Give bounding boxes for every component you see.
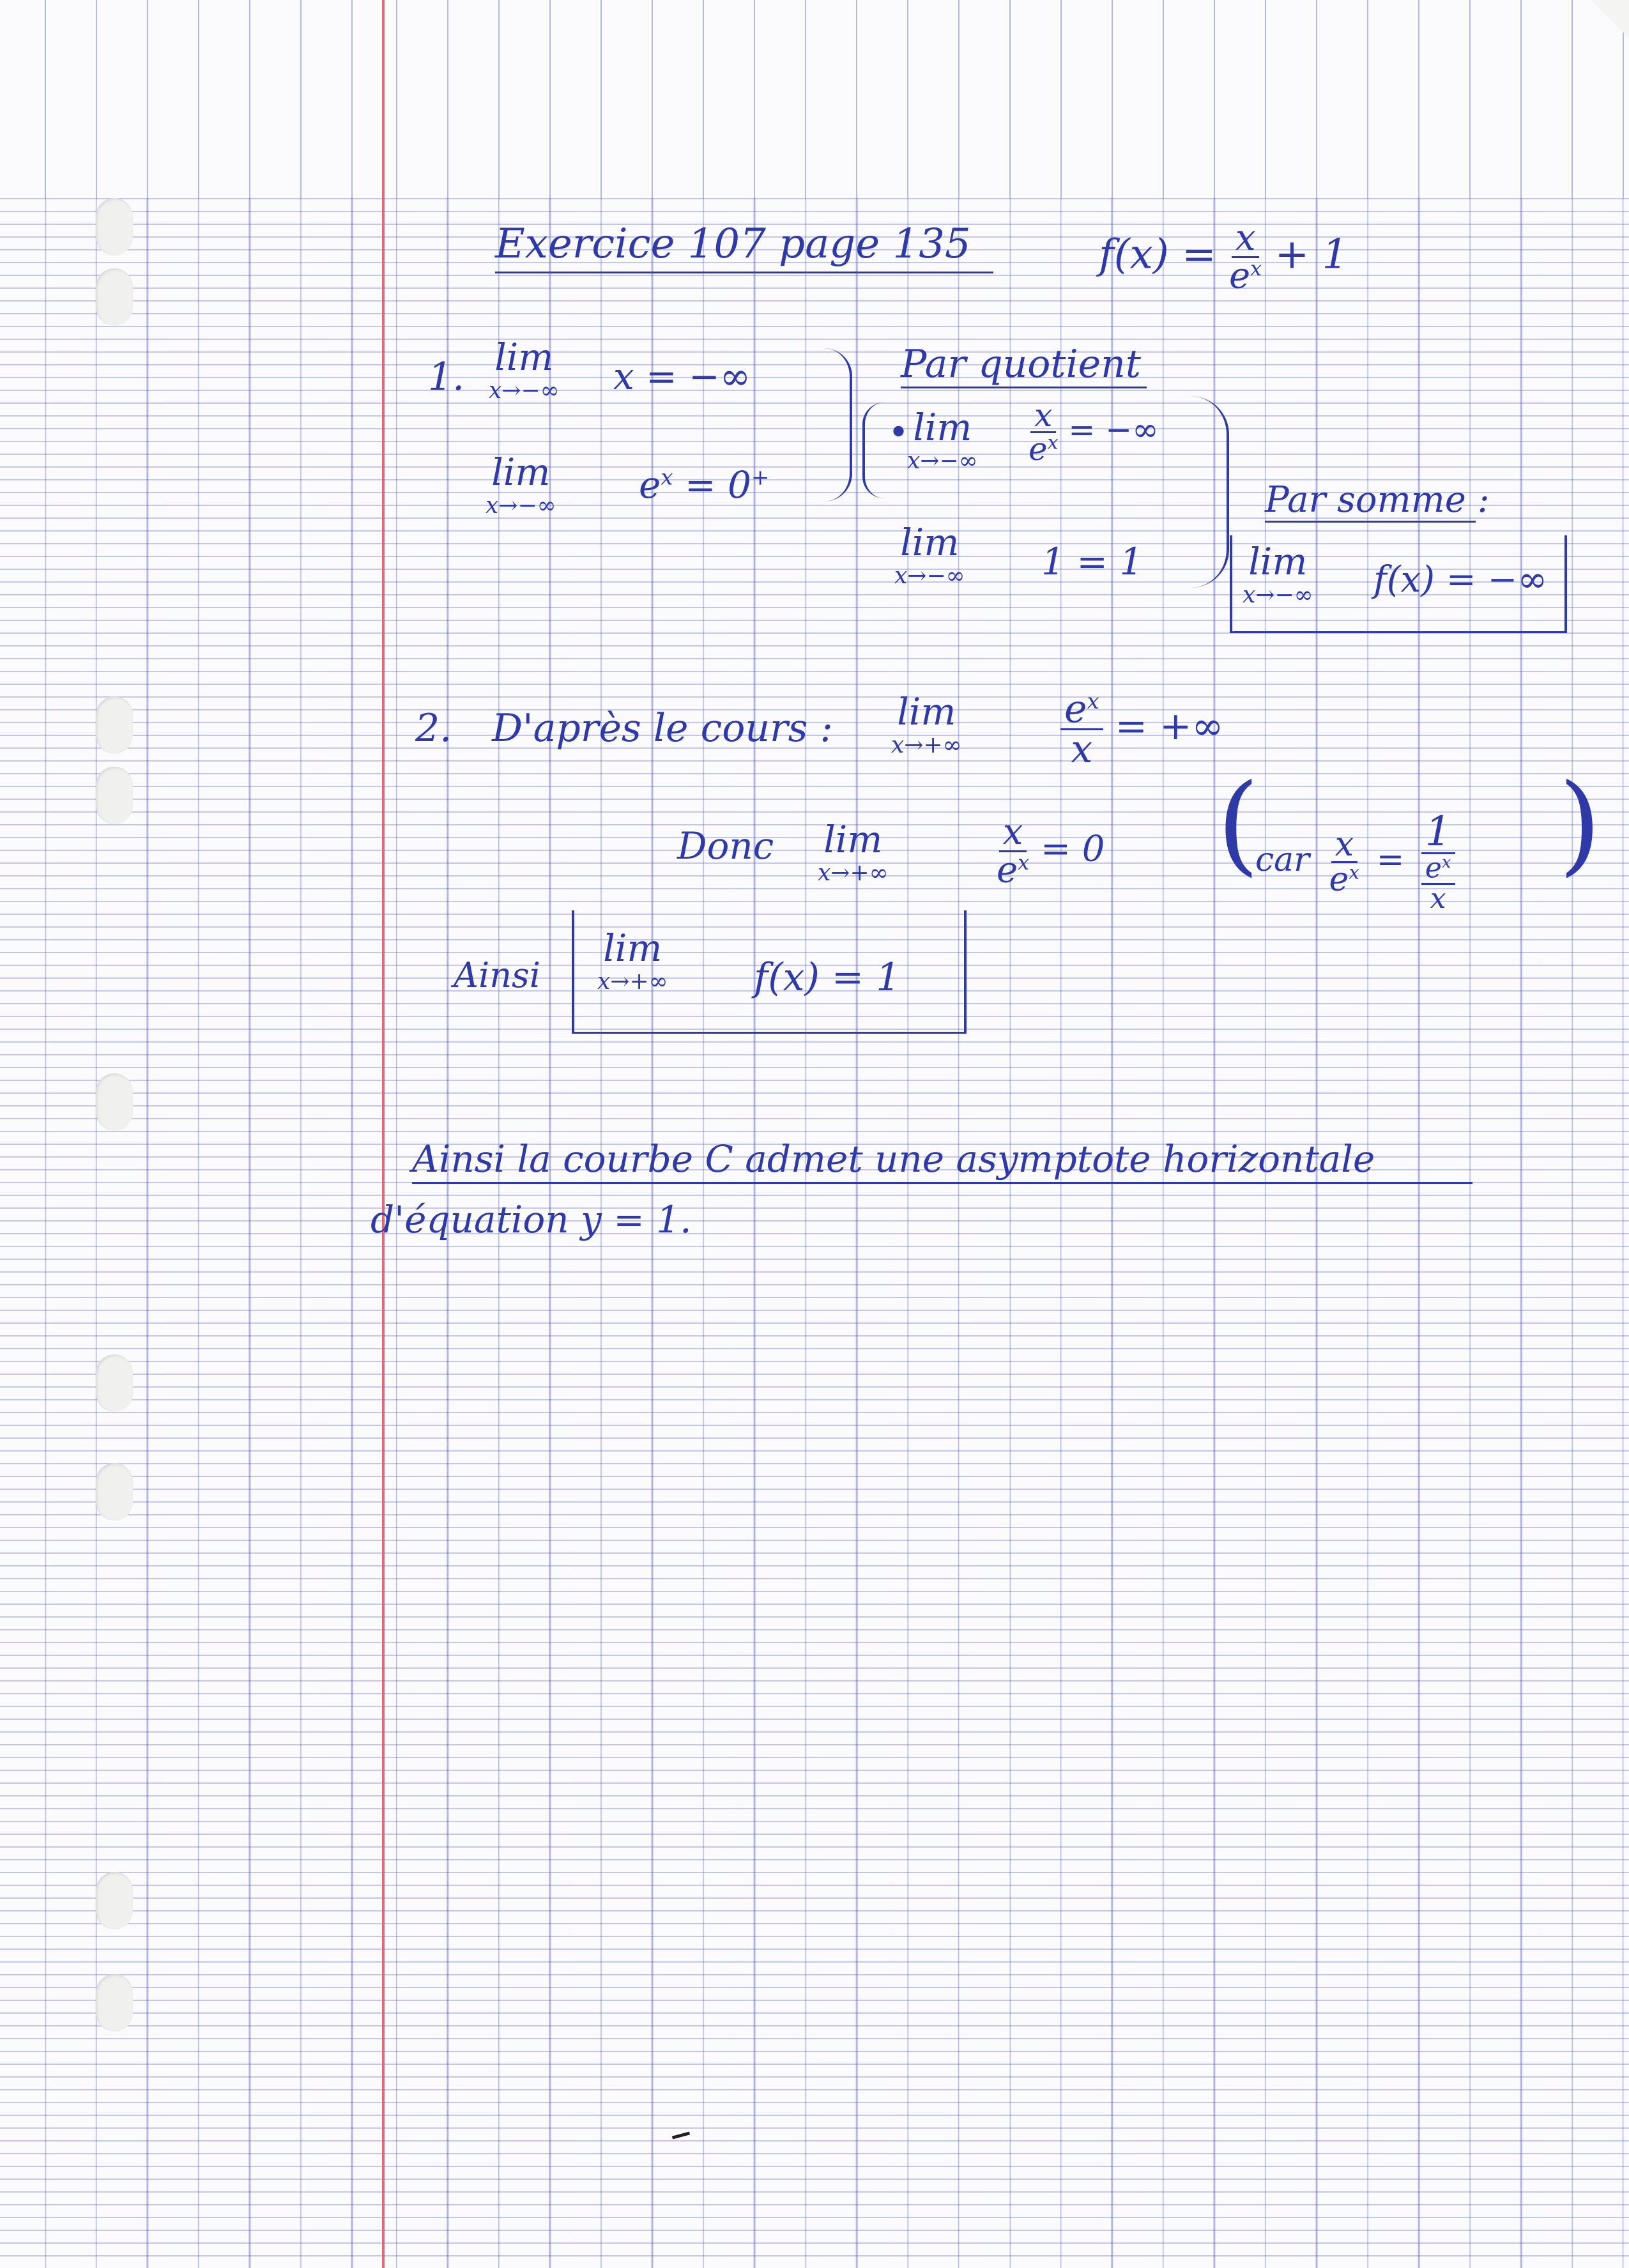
pen-mark — [672, 2131, 690, 2139]
ainsi-label: Ainsi — [454, 955, 541, 995]
somme-underline — [1265, 521, 1476, 523]
binder-hole — [96, 1463, 133, 1521]
q1-lim3-fraction: $\frac{x}{e^x}$ — [1029, 397, 1059, 468]
conclusion-underline — [412, 1182, 1472, 1184]
quotient-label: Par quotient — [901, 342, 1141, 387]
binder-hole — [96, 268, 133, 326]
q1-brace-left — [862, 402, 884, 498]
folded-corner — [1591, 0, 1629, 38]
q1-lim4-expr: 1 = 1 — [1041, 540, 1143, 583]
function-definition — [1099, 217, 1349, 297]
q1-lim1: lim x→−∞ — [489, 335, 560, 404]
q2-lim1-expr: $\frac{e^x}{x}$ = +∞ — [1060, 690, 1223, 769]
binder-hole — [96, 1974, 133, 2032]
page-header-band — [0, 0, 1629, 198]
title-underline — [495, 272, 993, 273]
q1-lim1-expr: x = −∞ — [613, 355, 751, 398]
function-fraction — [1229, 217, 1262, 297]
q1-lim3-expr: $\frac{x}{e^x}$ = −∞ — [1029, 397, 1159, 468]
margin-line — [382, 0, 385, 2268]
q1-lim2-expr: $e^x = 0^+$ — [639, 463, 770, 507]
car-fraction: $\frac{x}{e^x}$ — [1329, 825, 1360, 899]
q2-number: 2. — [415, 706, 452, 751]
function-tail: + 1 — [1274, 231, 1349, 279]
q1-lim2: lim x→−∞ — [486, 450, 556, 519]
q1-lim3: lim x→−∞ — [907, 406, 978, 474]
q2-lim1-fraction: $\frac{e^x}{x}$ — [1060, 690, 1103, 769]
q1-lim3-bullet: • — [888, 412, 910, 454]
function-label: f(x) = — [1099, 231, 1216, 279]
q2-lim2: lim x→+∞ — [818, 818, 889, 886]
q1-number: 1. — [428, 355, 465, 399]
q1-sum-brace — [1188, 396, 1229, 588]
q1-lim4: lim x→−∞ — [894, 521, 965, 589]
binder-hole — [96, 1073, 133, 1131]
q2-lim2-expr: $\frac{x}{e^x}$ = 0 — [997, 811, 1105, 891]
exercise-title: Exercice 107 page 135 — [495, 220, 971, 268]
function-denominator: $e^x$ — [1229, 255, 1262, 297]
binder-hole — [96, 198, 133, 256]
somme-label: Par somme : — [1265, 479, 1490, 521]
q2-lim1: lim x→+∞ — [891, 690, 962, 758]
binder-hole — [96, 767, 133, 824]
q1-brace-right — [824, 348, 852, 502]
quotient-underline — [901, 387, 1147, 388]
binder-hole — [96, 696, 133, 754]
binder-hole — [96, 1872, 133, 1929]
car-label: car — [1255, 840, 1310, 879]
donc-label: Donc — [677, 824, 774, 868]
q1-result-lim: lim x→−∞ — [1243, 540, 1313, 608]
car-compound-fraction: $\frac{1}{\frac{e^x}{x}}$ — [1421, 811, 1455, 913]
q2-lim2-fraction: $\frac{x}{e^x}$ — [997, 811, 1030, 891]
binder-hole — [96, 1354, 133, 1412]
car-close-paren: ) — [1559, 761, 1602, 887]
q2-result-lim: lim x→+∞ — [597, 926, 668, 995]
function-numerator: x — [1232, 220, 1260, 258]
car-justification: car $\frac{x}{e^x}$ = $\frac{1}{\frac{e^x}{x}}$ — [1255, 811, 1455, 913]
car-open-paren: ( — [1217, 761, 1260, 887]
q2-result-expr: f(x) = 1 — [754, 955, 901, 1000]
conclusion-line-1: Ainsi la courbe C admet une asymptote horizontale — [412, 1137, 1375, 1181]
cours-label: D'après le cours : — [492, 706, 833, 751]
q1-result-expr: f(x) = −∞ — [1373, 559, 1548, 601]
conclusion-line-2: d'équation y = 1. — [371, 1198, 692, 1241]
